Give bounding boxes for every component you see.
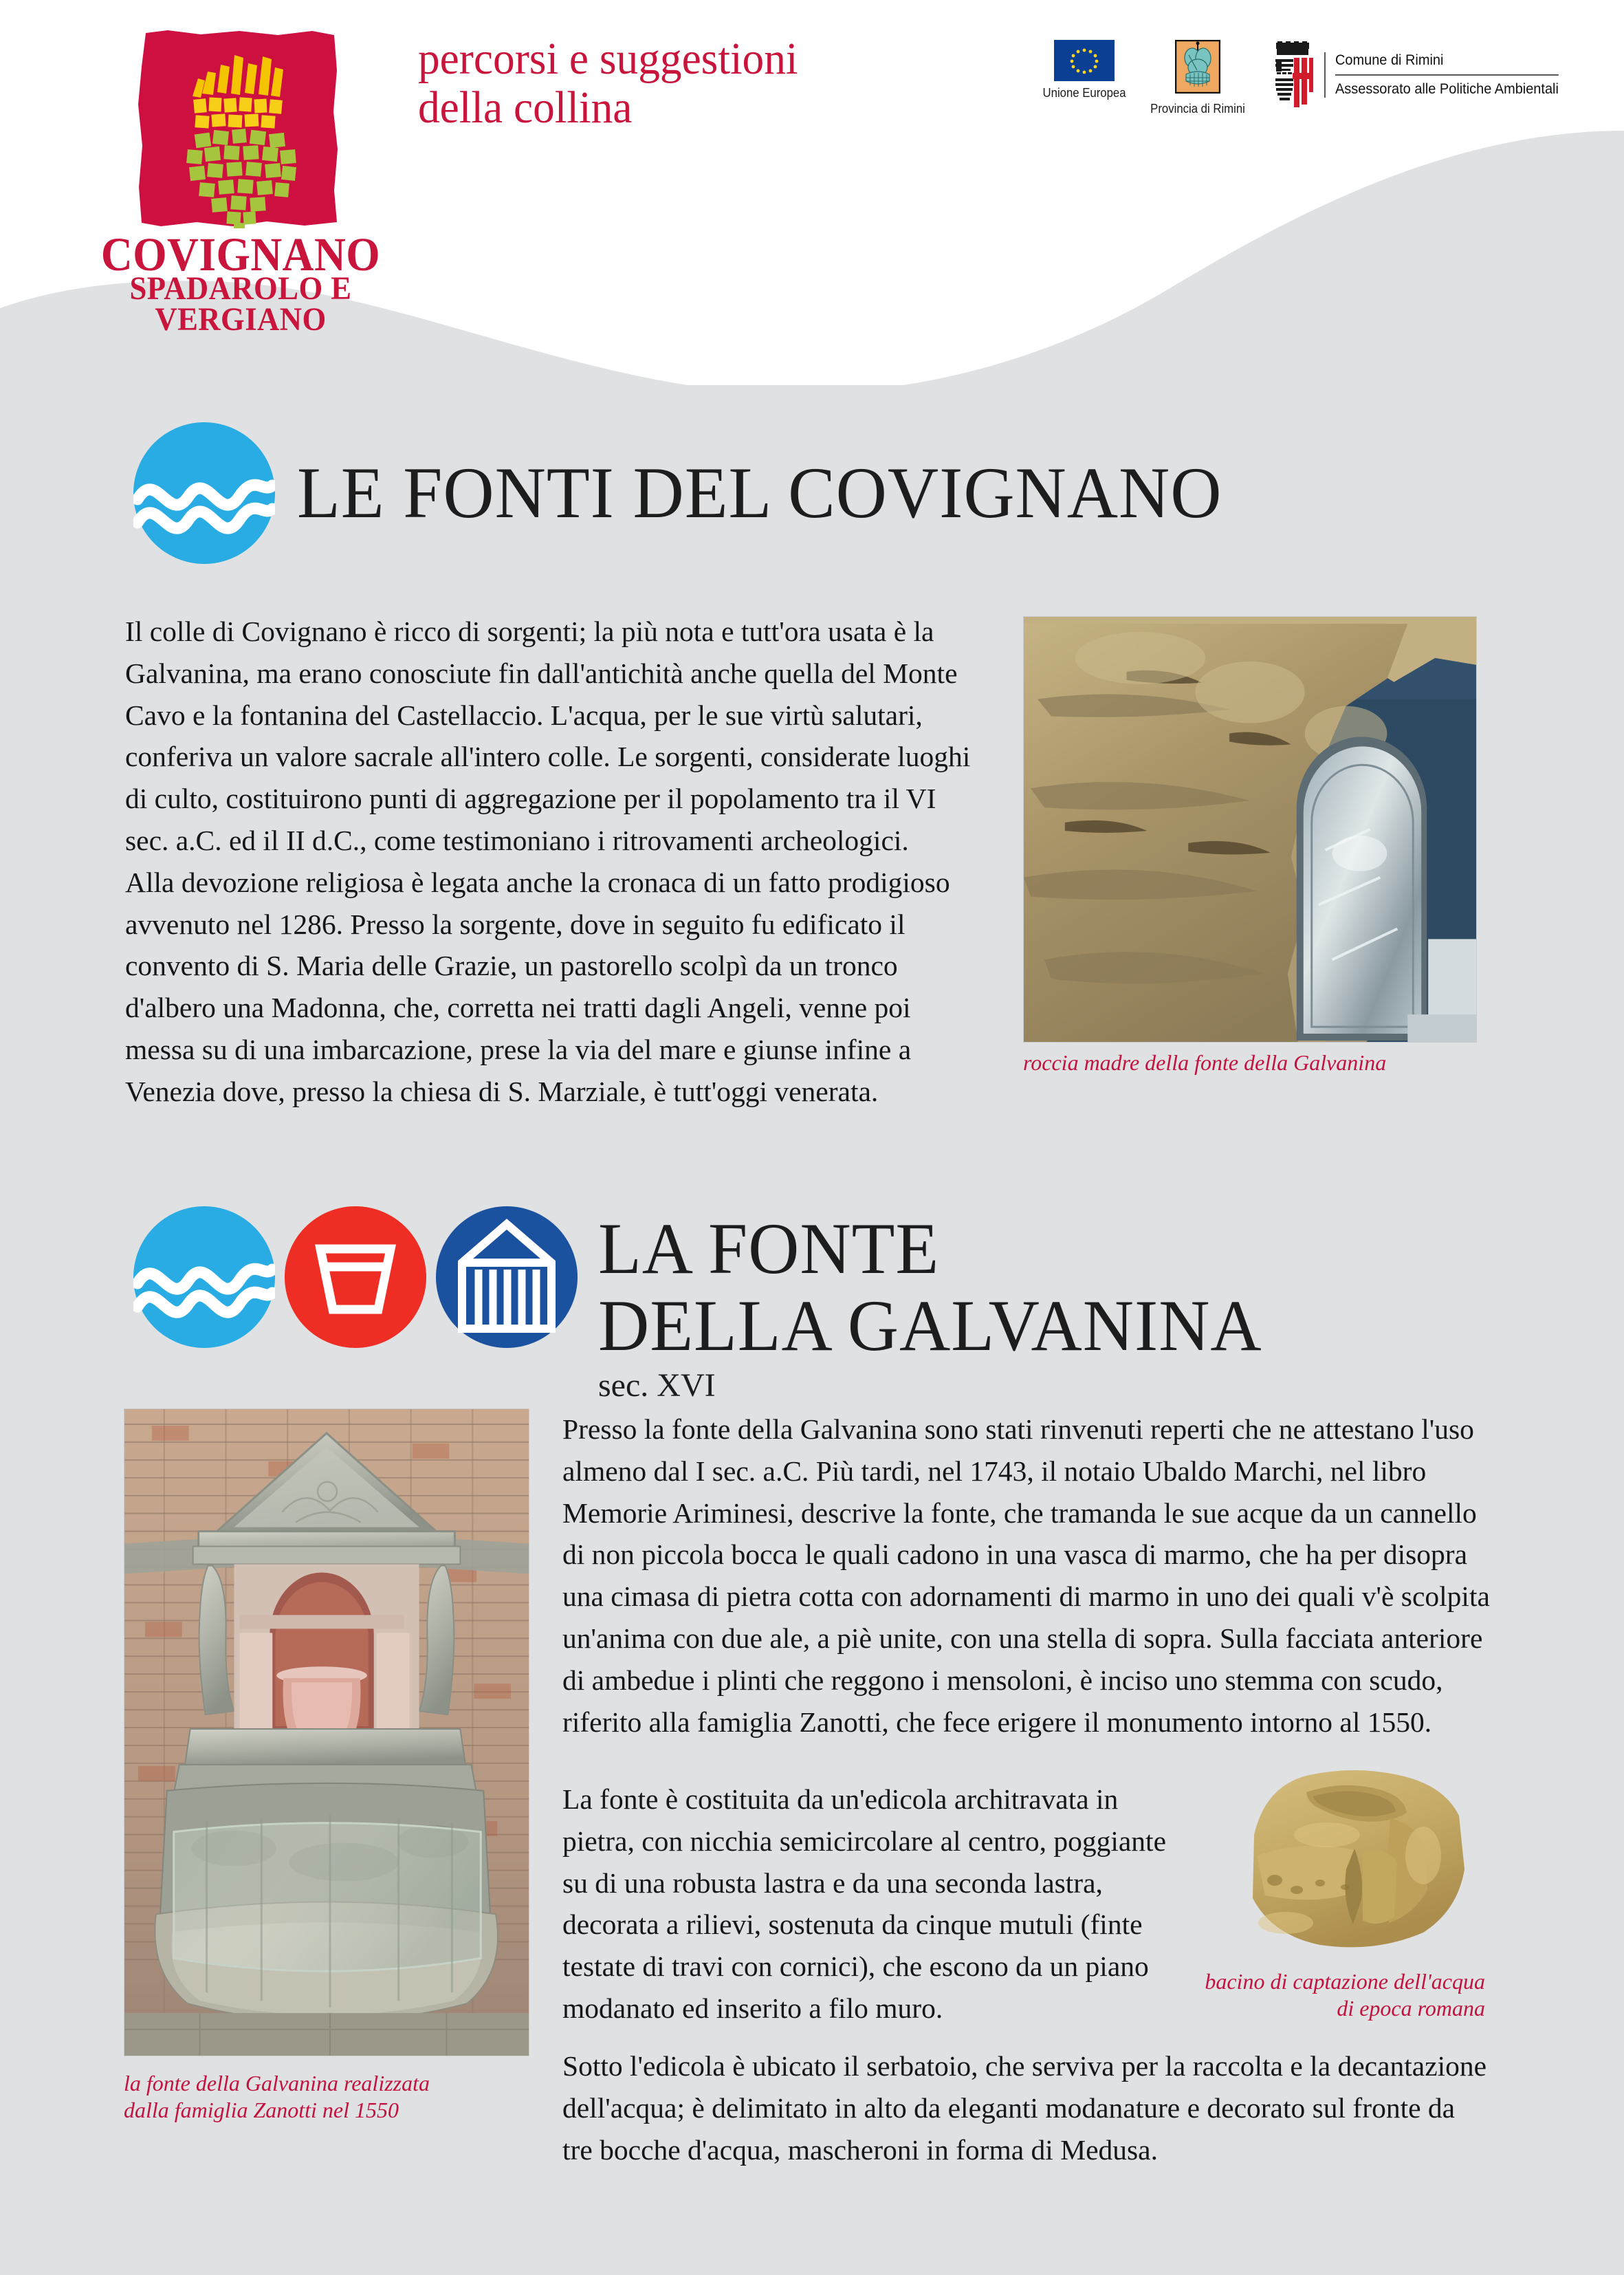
sponsor-caption: Provincia di Rimini — [1150, 102, 1245, 116]
section-title: LE FONTI DEL COVIGNANO — [297, 453, 1222, 533]
paragraph: Alla devozione religiosa è legata anche la cronaca di un fatto prodigioso avvenuto nel 1286. Presso la sorgente, dove in seguito fu edificato il convento di S. Maria delle Grazie, un pastorello scolpì da un tronco d'albero una Madonna, che, corretta nei tratti dagli Angeli, venne poi messa su di una imbarcazione, prese la via del mare e giunse infine a Venezia dove, presso la chiesa di S. Marziale, è tutt'oggi venerata. — [125, 866, 950, 1107]
paragraph: Il colle di Covignano è ricco di sorgenti; la più nota e tutt'ora usata è la Galvanina, ma erano conosciute fin dall'antichità anche quella del Monte Cavo e la fontanina del Castellaccio. L'acqua, per le sue virtù salutari, conferiva un valore sacrale all'intero colle. Le sorgenti, considerate luoghi di culto, costituirono punti di aggregazione per il popolamento tra il VI sec. a.C. ed il II d.C., come testimoniano i ritrovamenti archeologici. — [125, 616, 971, 856]
poster-tagline — [418, 34, 798, 133]
photo-caption-bacino — [1148, 1968, 1485, 2022]
section-body-galvanina-part1 — [562, 1408, 1492, 1743]
section-title-line-2: DELLA GALVANINA — [598, 1285, 1262, 1367]
section-body-galvanina-part2 — [562, 1778, 1174, 2029]
water-wave-icon — [133, 1206, 275, 1348]
section-header-fonti — [133, 422, 1251, 564]
section-subtitle: sec. XVI — [598, 1367, 716, 1404]
logo-wordmark — [83, 228, 399, 338]
basin-bowl-icon — [285, 1206, 426, 1348]
comune-rimini-shield-icon — [1266, 41, 1320, 109]
section-body-fonti — [125, 611, 986, 1113]
photo-caption-roccia-madre: roccia madre della fonte della Galvanina — [1023, 1050, 1387, 1075]
covignano-logo — [83, 29, 399, 338]
logo-name-secondary: SPADAROLO E VERGIANO — [129, 270, 352, 338]
caption-line-1: bacino di captazione dell'acqua — [1205, 1969, 1485, 1994]
caption-line-1: la fonte della Galvanina realizzata — [124, 2071, 430, 2096]
mosaic-heart-icon — [136, 29, 342, 228]
tagline-line-2: della collina — [418, 83, 633, 133]
sponsor-logos — [1040, 40, 1570, 116]
paragraph: La fonte è costituita da un'edicola architravata in pietra, con nicchia semicircolare al centro, poggiante su di una robusta lastra e da una seconda lastra, decorata a rilievi, sostenuta da cinque mutuli (finte testate di travi con cornici), che escono da un piano modanato ed inserito a filo muro. — [562, 1783, 1167, 2024]
tagline-line-1: percorsi e suggestioni — [418, 34, 798, 84]
caption-line-2: dalla famiglia Zanotti nel 1550 — [124, 2098, 399, 2123]
sponsor-comune-di-rimini — [1266, 41, 1570, 109]
temple-edicola-icon — [436, 1206, 578, 1348]
section-header-galvanina — [133, 1206, 1283, 1404]
section-body-galvanina-part3 — [562, 2045, 1492, 2170]
section-title-line-1: LA FONTE — [598, 1208, 940, 1289]
photo-caption-fonte-galvanina — [124, 2070, 550, 2124]
sponsor-caption: Unione Europea — [1042, 86, 1126, 100]
comune-subtitle: Assessorato alle Politiche Ambientali — [1335, 74, 1559, 98]
caption-line-2: di epoca romana — [1337, 1996, 1485, 2021]
fonte-galvanina-photo — [124, 1408, 529, 2056]
bacino-captazione-photo — [1217, 1752, 1485, 1959]
sponsor-provincia-di-rimini — [1147, 40, 1249, 116]
comune-title: Comune di Rimini — [1335, 52, 1444, 68]
paragraph: Presso la fonte della Galvanina sono stati rinvenuti reperti che ne attestano l'uso almeno dal I sec. a.C. Più tardi, nel 1743, il notaio Ubaldo Marchi, nel libro Memorie Ariminesi, descrive la fonte, che tramanda le sue acque da un cannello di non piccola bocca le quali cadono in una vasca di marmo, che ha per disopra una cimasa di pietra cotta con adornamenti di marmo in uno dei quali v'è scolpita un'anima con due ale, a piè unite, con una stella di sopra. Sulla facciata anteriore di ambedue i plinti che reggono i mensoloni, è inciso uno stemma con scudo, riferito alla famiglia Zanotti, che fece erigere il monumento intorno al 1550. — [562, 1413, 1490, 1738]
provincia-rimini-emblem-icon — [1175, 40, 1220, 97]
roccia-madre-photo — [1023, 616, 1477, 1043]
eu-flag-icon — [1054, 40, 1115, 81]
logo-name-primary: COVIGNANO — [100, 228, 381, 281]
sponsor-unione-europea — [1040, 40, 1129, 100]
water-wave-icon — [133, 422, 275, 564]
paragraph: Sotto l'edicola è ubicato il serbatoio, che serviva per la raccolta e la decantazione dell'acqua; è delimitato in alto da eleganti modanature e decorato sul fronte da tre bocche d'acqua, mascheroni in forma di Medusa. — [562, 2050, 1487, 2166]
